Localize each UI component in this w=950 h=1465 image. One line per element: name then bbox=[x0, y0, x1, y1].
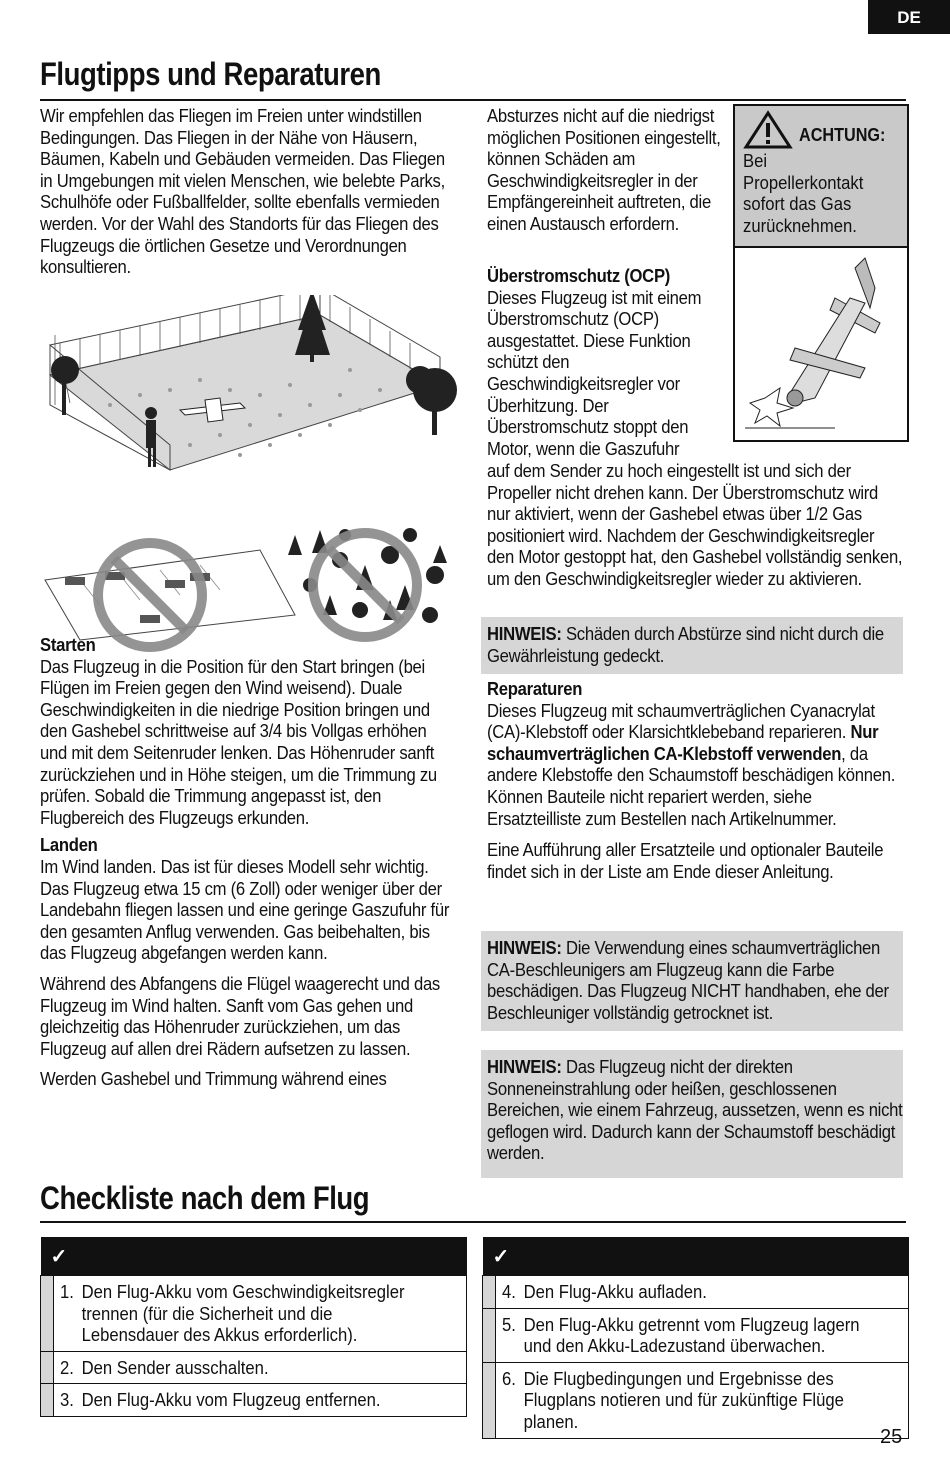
flying-field-illustration bbox=[40, 295, 460, 655]
checkbox[interactable] bbox=[41, 1384, 54, 1417]
checkbox[interactable] bbox=[41, 1276, 54, 1352]
ersatzteile-text: Eine Aufführung aller Ersatzteile und optionaler Bauteile findet sich in der Liste am Ende dieser Anleitung. bbox=[487, 839, 884, 882]
ocp-text-a: Dieses Flugzeug ist mit einem Überstromschutz (OCP) ausgestattet. Diese Funktion schützt den Geschwindigkeitsregler vor Überhitzung. Der Überstromschutz stoppt den Motor, wenn die Gaszufuhr bbox=[487, 286, 702, 459]
checklist-right bbox=[482, 1237, 909, 1439]
landen-heading: Landen bbox=[40, 834, 98, 856]
checklist-row: 1. Den Flug-Akku vom Geschwindigkeitsregler trennen (für die Sicherheit und die Lebensdauer des Akkus erforderlich). bbox=[41, 1276, 467, 1352]
language-tab: DE bbox=[868, 0, 950, 34]
section-title-flugtipps: Flugtipps und Reparaturen bbox=[40, 56, 381, 92]
checkbox[interactable] bbox=[483, 1362, 496, 1438]
checkbox[interactable] bbox=[483, 1276, 496, 1309]
checkbox[interactable] bbox=[483, 1308, 496, 1362]
checklist-rule bbox=[40, 1221, 906, 1223]
ocp-block-a bbox=[487, 265, 712, 459]
warning-triangle-icon bbox=[743, 110, 793, 150]
trees-prohibited-icon bbox=[288, 528, 447, 637]
abfangen-text: Während des Abfangens die Flügel waagerecht und das Flugzeug im Wind halten. Sanft vom Gas gehen und gleichzeitig das Höhenruder zurückziehen, um das Flugzeug auf allen drei Rädern aufsetzen zu lassen. bbox=[40, 972, 440, 1059]
starten-heading: Starten bbox=[40, 634, 96, 655]
checklist-row: 2. Den Sender ausschalten. bbox=[41, 1351, 467, 1384]
absturz-text: Absturzes nicht auf die niedrigst möglichen Positionen eingestellt, können Schäden am Geschwindigkeitsregler in der Empfängereinheit auftreten, die einen Austausch erfordern. bbox=[487, 105, 721, 234]
checklist-left bbox=[40, 1237, 467, 1417]
reparaturen-heading: Reparaturen bbox=[487, 678, 583, 699]
propeller-strike-illustration bbox=[735, 248, 907, 438]
hinweis-box-2: HINWEIS: Die Verwendung eines schaumverträglichen CA-Beschleunigers am Flugzeug kann die Farbe beschädigen. Das Flugzeug NICHT handhaben, ehe der Beschleuniger vollständig getrocknet ist. bbox=[481, 931, 903, 1031]
checklist-row: 4. Den Flug-Akku aufladen. bbox=[483, 1276, 909, 1309]
title-rule bbox=[40, 99, 906, 101]
warning-title: ACHTUNG: bbox=[799, 125, 886, 145]
hinweis-label: HINWEIS: bbox=[487, 623, 562, 644]
parking-lot-prohibited-icon bbox=[45, 543, 295, 647]
landen-text: Im Wind landen. Das ist für dieses Modell sehr wichtig. Das Flugzeug etwa 15 cm (6 Zoll) oder weniger über der Landebahn fliegen lassen und eine geringe Gaszufuhr für den gesamten Anflug verwenden. Gas beibehalten, bis das Flugzeug abgefangen werden kann. bbox=[40, 855, 450, 964]
page-number: 25 bbox=[880, 1426, 903, 1448]
reparaturen-text: Dieses Flugzeug mit schaumverträglichen Cyanacrylat (CA)-Klebstoff oder Klarsichtklebeband reparieren. Nur schaumverträglichen CA-Klebstoff verwenden, da andere Klebstoffe den Schaumstoff beschädigen können. Können Bauteile nicht repariert werden, siehe Ersatzteilliste zum Bestellen nach Artikelnummer. bbox=[487, 699, 896, 829]
ocp-text-b: auf dem Sender zu hoch eingestellt ist und sich der Propeller nicht drehen kann. Der Überstromschutz wird nur aktiviert, wenn der Gashebel etwas über 1/2 Gas positioniert wird. Nachdem der Geschwindigkeitsregler den Motor gestoppt hat, den Gashebel vollständig senken, um den Geschwindigkeitsregler wieder zu aktivieren. bbox=[487, 460, 903, 589]
check-header-icon: ✓ bbox=[483, 1237, 909, 1276]
starten-text: Das Flugzeug in die Position für den Start bringen (bei Flügen im Freien gegen den Wind weisend). Duale Geschwindigkeiten in die niedrige Position bringen und den Gashebel schrittweise auf 3/4 bis Vollgas erhöhen und mit dem Seitenruder lenken. Das Höhenruder sanft zurückziehen und in Höhe steigen, um die Trimmung zu prüfen. Sobald die Trimmung angepasst ist, den Flugbereich des Flugzeugs erkunden. bbox=[40, 655, 437, 828]
section-title-checkliste: Checkliste nach dem Flug bbox=[40, 1180, 370, 1216]
warning-box bbox=[733, 104, 909, 442]
intro-paragraph: Wir empfehlen das Fliegen im Freien unter windstillen Bedingungen. Das Fliegen in der Nähe von Häusern, Bäumen, Kabeln und Gebäuden vermeiden. Das Fliegen in Umgebungen mit vielen Menschen, wie belebte Parks, Schulhöfe oder Fußballfelder, sollte ebenfalls vermieden werden. Vor der Wahl des Standorts für das Fliegen des Flugzeugs die örtlichen Gesetze und Verordnungen konsultieren. bbox=[40, 105, 445, 278]
checklist-row: 5. Den Flug-Akku getrennt vom Flugzeug lagern und den Akku-Ladezustand überwachen. bbox=[483, 1308, 909, 1362]
gashebel-text: Werden Gashebel und Trimmung während eines bbox=[40, 1068, 387, 1090]
checklist-row: 3. Den Flug-Akku vom Flugzeug entfernen. bbox=[41, 1384, 467, 1417]
ocp-heading: Überstromschutz (OCP) bbox=[487, 265, 671, 286]
hinweis-box-1: HINWEIS: Schäden durch Abstürze sind nicht durch die Gewährleistung gedeckt. bbox=[481, 617, 903, 674]
checkbox[interactable] bbox=[41, 1351, 54, 1384]
checklist-row: 6. Die Flugbedingungen und Ergebnisse des Flugplans notieren und für zukünftige Flüge planen. bbox=[483, 1362, 909, 1438]
warning-text: Bei Propellerkontakt sofort das Gas zurücknehmen. bbox=[743, 150, 864, 236]
hinweis-box-3: HINWEIS: Das Flugzeug nicht der direkten Sonneneinstrahlung oder heißen, geschlossenen Bereichen, wie einem Fahrzeug, aussetzen, wenn es nicht geflogen wird. Dadurch kann der Schaumstoff beschädigt werden. bbox=[481, 1050, 903, 1178]
open-field-icon bbox=[50, 295, 457, 470]
check-header-icon: ✓ bbox=[41, 1237, 467, 1276]
reparaturen-block bbox=[487, 678, 903, 882]
starten-block bbox=[40, 634, 456, 1090]
ocp-block-b bbox=[487, 460, 903, 590]
